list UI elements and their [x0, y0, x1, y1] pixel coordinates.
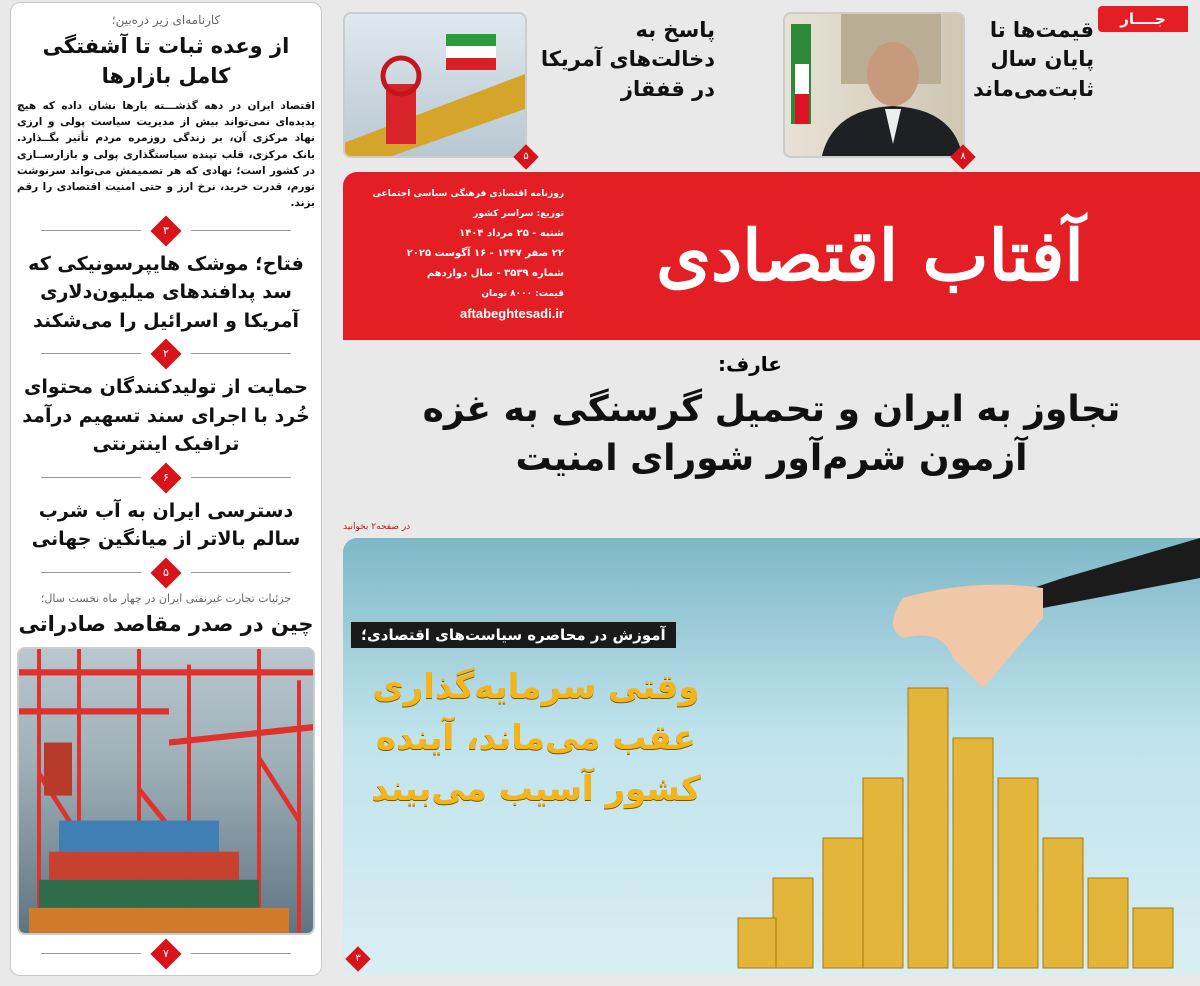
gas-pipeline-image[interactable]	[343, 12, 527, 158]
headline[interactable]: از وعده ثبات تا آشفتگی کامل بازارها	[42, 34, 290, 89]
kicker: جزئیات تجارت غیرنفتی ایران در چهار ماه نخست سال؛	[40, 591, 292, 605]
masthead	[343, 172, 1200, 340]
page-marker: ۷	[17, 941, 315, 967]
masthead-info	[359, 184, 564, 324]
left-column	[10, 2, 322, 976]
website-link[interactable]: aftabeghtesadi.ir	[459, 306, 564, 321]
headline[interactable]: چین در صدر مقاصد صادراتی	[18, 611, 314, 636]
section-tag: جــــار	[1098, 6, 1188, 32]
date-other: ۲۲ صفر ۱۴۴۷ - ۱۶ آگوست ۲۰۲۵	[406, 248, 564, 259]
story-body: اقتصاد ایران در دهه گذشـــته بارها نشان داده که هیچ پدیده‌ای نمی‌تواند بیش از مدیریت سیاست پولی و ارزی نهاد مرکزی آن، بر زندگی روزمره مردم تأثیر بگــذارد. بانک مرکزی، قلب تپنده سیاستگذاری پولی و بازارســازی در کشور است؛ نهادی که هر تصمیمش می‌تواند سرنوشت تورم، قدرت خرید، نرخ ارز و حتی امنیت اقتصادی را رقم بزند.	[17, 99, 315, 210]
page-marker: ۳	[17, 218, 315, 244]
headline[interactable]: فتاح؛ موشک هایپرسونیکی که سد پدافندهای میلیون‌دلاری آمریکا و اسرائیل را می‌شکند	[28, 252, 304, 332]
page-marker: ۳	[345, 946, 370, 971]
story-markets[interactable]	[17, 13, 315, 212]
teaser-prices-headline[interactable]: قیمت‌ها تا پایان سال ثابت‌می‌ماند	[972, 18, 1094, 101]
page-marker: ۵	[513, 144, 538, 169]
subtitle: روزنامه اقتصادی فرهنگی سیاسی اجتماعی	[372, 189, 564, 199]
main-kicker: عارف:	[718, 352, 782, 376]
kicker: کارنامه‌ای زیر ذره‌بین؛	[111, 13, 221, 27]
main-headline-line1[interactable]: تجاوز به ایران و تحمیل گرسنگی به غزه	[422, 389, 1121, 430]
page-marker: ۲	[17, 341, 315, 367]
feature-headline[interactable]: وقتی سرمایه‌گذاری عقب می‌ماند، آینده کشور آسیب می‌بیند	[371, 667, 701, 809]
issue-number: شماره ۳۵۳۹ - سال دوازدهم	[426, 268, 564, 279]
date-persian: شنبه - ۲۵ مرداد ۱۴۰۴	[459, 228, 564, 239]
pipeline-flag-illustration	[343, 14, 525, 158]
feature-image[interactable]	[343, 538, 1200, 975]
headline[interactable]: حمایت از تولیدکنندگان محتوای خُرد با اجرای سند تسهیم درآمد ترافیک اینترنتی	[22, 376, 310, 456]
port-cranes-illustration	[19, 649, 315, 933]
newspaper-logo: آفتاب اقتصادی	[656, 214, 1084, 297]
main-headline[interactable]	[343, 386, 1200, 483]
page-marker: ۶	[17, 465, 315, 491]
headline[interactable]: دسترسی ایران به آب شرب سالم بالاتر از میانگین جهانی	[31, 499, 301, 551]
feature-kicker: آموزش در محاصره سیاست‌های اقتصادی؛	[351, 622, 676, 648]
portrait-illustration	[783, 14, 963, 158]
story-content-creators[interactable]	[17, 373, 315, 459]
main-headline-line2[interactable]: آزمون شرم‌آور شورای امنیت	[515, 437, 1028, 479]
page-marker: ۵	[17, 560, 315, 586]
story-water[interactable]	[17, 497, 315, 554]
official-portrait-image[interactable]	[783, 12, 965, 158]
price: قیمت: ۸۰۰۰ تومان	[481, 289, 564, 299]
continue-reading[interactable]: در صفحه۲ بخوانید	[343, 522, 411, 532]
story-fattah[interactable]	[17, 250, 315, 336]
story-china[interactable]	[17, 592, 315, 639]
teaser-caucasus-headline[interactable]: پاسخ به دخالت‌های آمریکا در قفقاز	[540, 18, 715, 101]
page-marker: ۸	[950, 144, 975, 169]
port-cranes-image[interactable]	[17, 647, 315, 935]
distribution: توزیع: سراسر کشور	[473, 209, 564, 219]
